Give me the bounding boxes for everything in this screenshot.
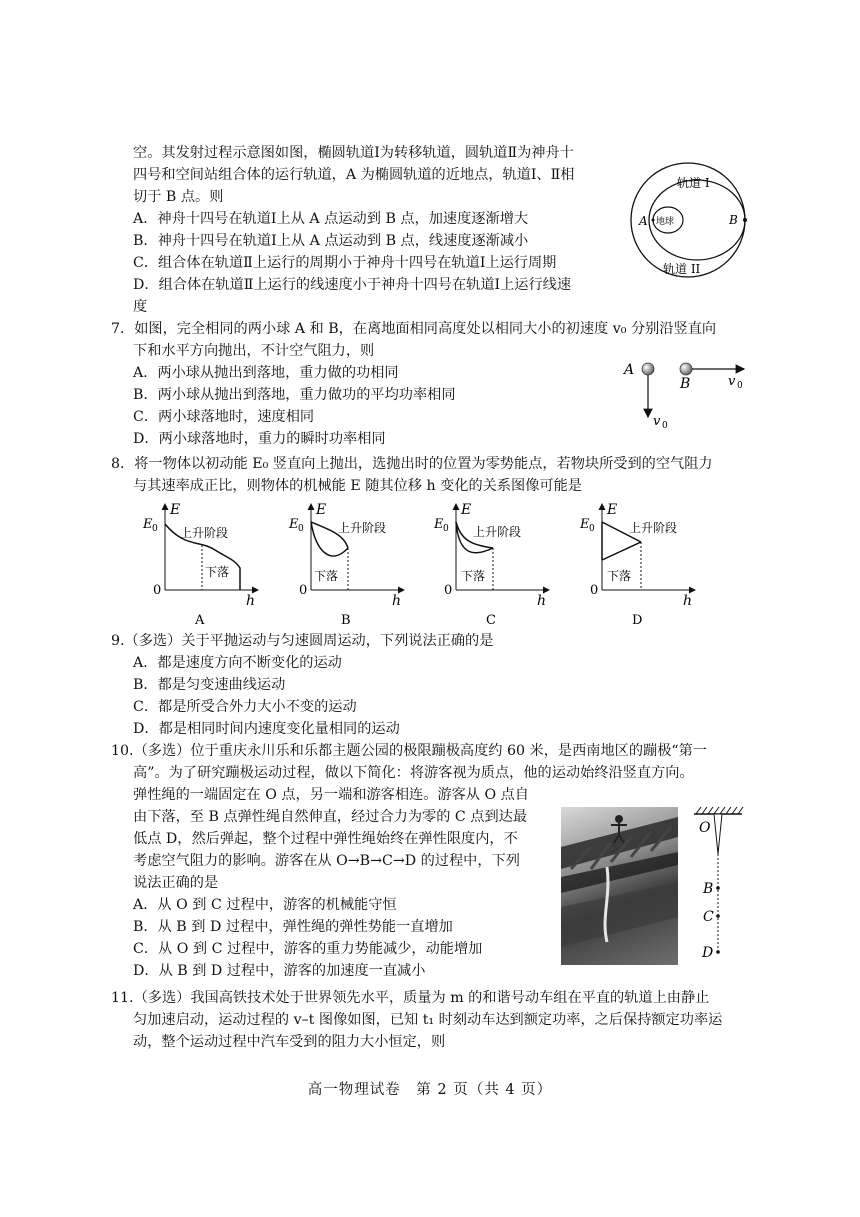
graph-a xyxy=(142,502,258,628)
q6-option-a: A．神舟十四号在轨道Ⅰ上从 A 点运动到 B 点，加速度逐渐增大 xyxy=(133,211,529,227)
page-footer: 高一物理试卷 第 2 页（共 4 页） xyxy=(307,1082,553,1098)
e0-label: E xyxy=(143,517,153,532)
bungee-photo xyxy=(561,807,678,965)
q7-stem-line: 下和水平方向抛出，不计空气阻力，则 xyxy=(133,343,375,359)
graph-d xyxy=(579,502,695,628)
q7-option-d: D．两小球落地时，重力的瞬时功率相同 xyxy=(133,431,386,447)
origin-label: 0 xyxy=(590,583,599,598)
point-b-dot xyxy=(743,218,747,222)
q8-stem-line: 与其速率成正比，则物体的机械能 E 随其位移 h 变化的关系图像可能是 xyxy=(133,478,582,494)
q9-option-c: C．都是所受合外力大小不变的运动 xyxy=(133,699,357,715)
q9-option-b: B．都是匀变速曲线运动 xyxy=(133,677,286,693)
q11-stem-line: 动，整个运动过程中汽车受到的阻力大小恒定，则 xyxy=(133,1034,446,1050)
v0-label-down: v xyxy=(653,414,661,429)
q6-text-line: 四号和空间站组合体的运行轨道，A 为椭圆轨道的近地点，轨道Ⅰ、Ⅱ相 xyxy=(133,167,575,183)
q7-option-c: C．两小球落地时，速度相同 xyxy=(133,409,315,425)
q10-stem-line: 低点 D，然后弹起，整个过程中弹性绳始终在弹性限度内，不 xyxy=(133,831,518,847)
q10-option-b: B．从 B 到 D 过程中，弹性绳的弹性势能一直增加 xyxy=(133,919,453,935)
q10-stem-line: 说法正确的是 xyxy=(133,875,219,891)
graph-label: B xyxy=(341,613,351,628)
point-c-dot xyxy=(716,914,720,918)
point-a-label: A xyxy=(639,214,648,228)
q6-option-b: B．神舟十四号在轨道Ⅰ上从 A 点运动到 B 点，线速度逐渐减小 xyxy=(133,233,529,249)
point-d-dot xyxy=(716,950,720,954)
point-b-label: B xyxy=(703,881,714,897)
q7-option-a: A．两小球从抛出到落地，重力做的功相同 xyxy=(133,365,399,381)
point-b-dot xyxy=(716,886,720,890)
origin-label: 0 xyxy=(299,583,308,598)
q8-stem-line: 8．将一物体以初动能 E₀ 竖直向上抛出，选抛出时的位置为零势能点，若物块所受到的空气阻力 xyxy=(111,456,713,472)
q6-text-line: 空。其发射过程示意图如图，椭圆轨道Ⅰ为转移轨道，圆轨道Ⅱ为神舟十 xyxy=(133,145,574,161)
up-label: 上升阶段 xyxy=(180,526,229,540)
q9-option-a: A．都是速度方向不断变化的运动 xyxy=(133,655,342,671)
up-label: 上升阶段 xyxy=(629,521,678,535)
graph-label: C xyxy=(486,613,496,628)
e0-sub: 0 xyxy=(298,524,304,534)
q11-stem-line: 11.（多选）我国高铁技术处于世界领先水平，质量为 m 的和谐号动车组在平直的轨道上由静止 xyxy=(111,990,710,1006)
x-axis-label: h xyxy=(683,593,693,609)
graph-label: A xyxy=(195,613,205,628)
e0-label: E xyxy=(289,517,299,532)
graph-c xyxy=(433,502,549,628)
q10-option-c: C．从 O 到 C 过程中，游客的重力势能减少，动能增加 xyxy=(133,941,483,957)
v0-sub-right: 0 xyxy=(737,381,743,391)
graph-label: D xyxy=(632,613,643,628)
point-b-label: B xyxy=(729,213,738,227)
y-axis-label: E xyxy=(316,502,327,518)
e0-sub: 0 xyxy=(589,524,595,534)
q10-stem-line: 弹性绳的一端固定在 O 点，另一端和游客相连。游客从 O 点自 xyxy=(133,787,529,803)
q6-option-c: C．组合体在轨道Ⅱ上运行的周期小于神舟十四号在轨道Ⅰ上运行周期 xyxy=(133,255,557,271)
energy-graphs xyxy=(140,500,710,630)
ball-b-label: B xyxy=(680,376,691,392)
x-axis-label: h xyxy=(392,593,402,609)
up-label: 上升阶段 xyxy=(338,521,387,535)
point-o-label: O xyxy=(699,820,711,836)
ceiling-hatch xyxy=(696,807,743,814)
q7-option-b: B．两小球从抛出到落地，重力做功的平均功率相同 xyxy=(133,387,456,403)
down-label: 下落 xyxy=(205,565,230,579)
bungee-photo-drawing xyxy=(561,807,678,965)
orbit-i-label: 轨道 I xyxy=(677,176,710,190)
earth-label: 地球 xyxy=(656,217,675,227)
q10-stem-line: 10.（多选）位于重庆永川乐和乐都主题公园的极限蹦极高度约 60 米，是西南地区的蹦极“第一 xyxy=(111,743,708,759)
rope-shape xyxy=(714,814,722,854)
q9-option-d: D．都是相同时间内速度变化量相同的运动 xyxy=(133,721,400,737)
q11-stem-line: 匀加速启动，运动过程的 v–t 图像如图，已知 t₁ 时刻动车达到额定功率，之后保持额定功率运 xyxy=(133,1012,723,1028)
v0-label-right: v xyxy=(728,374,736,389)
y-axis-label: E xyxy=(461,502,472,518)
q6-text-line: 切于 B 点。则 xyxy=(133,189,224,205)
q6-option-d-wrap: 度 xyxy=(133,299,148,315)
q6-option-d: D．组合体在轨道Ⅱ上运行的线速度小于神舟十四号在轨道Ⅰ上运行线速 xyxy=(133,277,572,293)
point-d-label: D xyxy=(702,945,714,961)
down-label: 下落 xyxy=(607,569,632,583)
e0-label: E xyxy=(434,517,444,532)
e0-sub: 0 xyxy=(443,524,449,534)
e0-label: E xyxy=(580,517,590,532)
down-label: 下落 xyxy=(314,569,339,583)
y-axis-label: E xyxy=(607,502,618,518)
q7-stem-line: 7．如图，完全相同的两小球 A 和 B，在离地面相同高度处以相同大小的初速度 v₀ 分别沿竖直向 xyxy=(111,321,717,337)
q10-stem-line: 考虑空气阻力的影响。游客在从 O→B→C→D 的过程中，下列 xyxy=(133,853,520,869)
up-label: 上升阶段 xyxy=(473,525,522,539)
q10-stem-line: 由下落，至 B 点弹性绳自然伸直，经过合力为零的 C 点到达最 xyxy=(133,809,528,825)
orbit-diagram xyxy=(625,150,755,290)
origin-label: 0 xyxy=(153,583,162,598)
projectile-diagram xyxy=(620,355,760,435)
point-c-label: C xyxy=(703,909,714,925)
q10-option-d: D．从 B 到 D 过程中，游客的加速度一直减小 xyxy=(133,963,426,979)
down-label: 下落 xyxy=(461,569,486,583)
y-axis-label: E xyxy=(170,502,181,518)
origin-label: 0 xyxy=(444,583,453,598)
bungee-diagram xyxy=(690,804,750,964)
x-axis-label: h xyxy=(537,593,547,609)
q10-stem-line: 高”。为了研究蹦极运动过程，做以下简化：将游客视为质点，他的运动始终沿竖直方向。 xyxy=(133,765,694,781)
ball-a xyxy=(642,363,654,375)
ball-a-label: A xyxy=(624,362,635,378)
q10-option-a: A．从 O 到 C 过程中，游客的机械能守恒 xyxy=(133,897,397,913)
graph-b xyxy=(288,502,404,628)
e0-sub: 0 xyxy=(152,524,158,534)
x-axis-label: h xyxy=(246,593,256,609)
energy-line-down xyxy=(602,542,641,560)
q9-stem: 9.（多选）关于平抛运动与匀速圆周运动，下列说法正确的是 xyxy=(111,633,494,649)
point-a-dot xyxy=(652,219,655,222)
v0-sub-down: 0 xyxy=(662,421,668,431)
ball-b xyxy=(680,363,692,375)
orbit-ii-label: 轨道 II xyxy=(663,262,701,276)
